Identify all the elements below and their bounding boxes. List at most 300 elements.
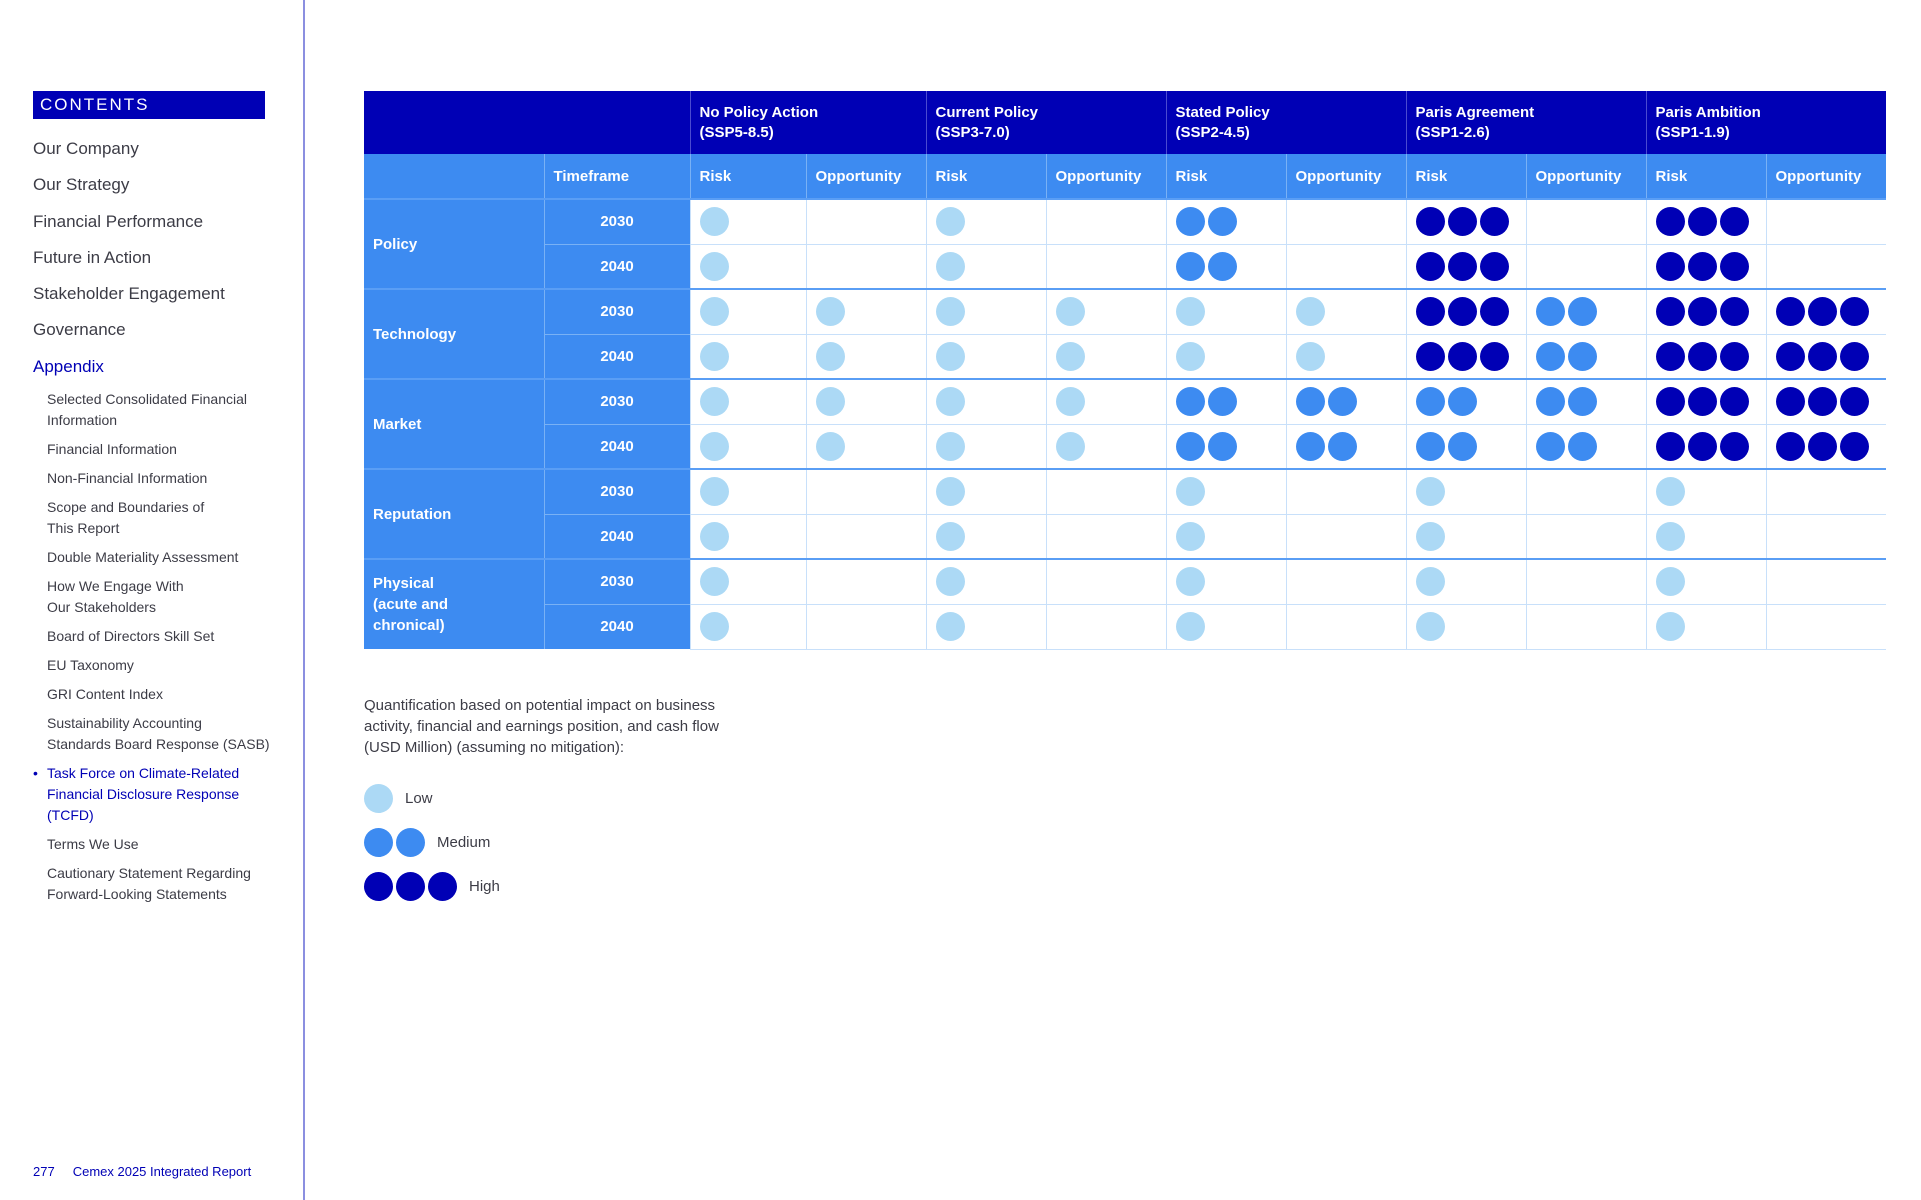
impact-dot-low bbox=[936, 387, 965, 416]
impact-cell bbox=[1166, 289, 1286, 334]
scenario-header-line: Stated Policy bbox=[1175, 103, 1270, 121]
impact-cell bbox=[1166, 559, 1286, 604]
scenario-header-line: Paris Ambition bbox=[1655, 103, 1761, 121]
risk-header: Risk bbox=[1406, 154, 1526, 199]
impact-dot-high bbox=[1776, 432, 1805, 461]
impact-cell bbox=[1766, 199, 1886, 244]
impact-cell bbox=[1646, 289, 1766, 334]
impact-dot-med bbox=[1568, 297, 1597, 326]
impact-cell bbox=[806, 604, 926, 649]
impact-dot-high bbox=[1480, 342, 1509, 371]
impact-dot-high bbox=[1720, 252, 1749, 281]
category-label bbox=[364, 199, 544, 289]
impact-cell bbox=[1166, 424, 1286, 469]
impact-cell bbox=[1406, 559, 1526, 604]
legend-item-medium bbox=[364, 826, 500, 858]
impact-cell bbox=[926, 424, 1046, 469]
category-label-line: Policy bbox=[373, 235, 418, 253]
table-row bbox=[364, 469, 1886, 514]
timeframe-year: 2040 bbox=[544, 514, 690, 559]
impact-cell bbox=[926, 604, 1046, 649]
timeframe-year: 2030 bbox=[544, 289, 690, 334]
impact-cell bbox=[926, 199, 1046, 244]
impact-dot-low bbox=[700, 207, 729, 236]
subnav-item[interactable] bbox=[47, 468, 297, 489]
impact-dot-med bbox=[1208, 252, 1237, 281]
impact-dot-high bbox=[1688, 207, 1717, 236]
subnav-item-line: Task Force on Climate-Related bbox=[47, 765, 240, 781]
opportunity-header: Opportunity bbox=[1286, 154, 1406, 199]
impact-dot-low bbox=[936, 612, 965, 641]
impact-dot-low bbox=[1656, 612, 1685, 641]
impact-dot-low bbox=[1296, 297, 1325, 326]
sidebar-divider bbox=[303, 0, 305, 1200]
impact-cell bbox=[1166, 604, 1286, 649]
impact-cell bbox=[690, 559, 806, 604]
impact-cell bbox=[1166, 199, 1286, 244]
subnav-item-line: Cautionary Statement Regarding bbox=[47, 865, 251, 881]
impact-cell bbox=[1286, 604, 1406, 649]
impact-dot-high bbox=[1656, 297, 1685, 326]
impact-dot-low bbox=[936, 297, 965, 326]
impact-dot-med bbox=[1208, 207, 1237, 236]
subnav-item-line: Terms We Use bbox=[47, 836, 139, 852]
risk-header: Risk bbox=[1166, 154, 1286, 199]
impact-dot-high bbox=[1480, 252, 1509, 281]
impact-cell bbox=[1046, 604, 1166, 649]
impact-dot-high bbox=[1720, 207, 1749, 236]
category-label-line: chronical) bbox=[373, 617, 445, 634]
table-row bbox=[364, 559, 1886, 604]
impact-cell bbox=[926, 379, 1046, 424]
subnav-item[interactable] bbox=[47, 547, 297, 568]
impact-cell bbox=[1766, 289, 1886, 334]
impact-dot-high bbox=[1656, 207, 1685, 236]
impact-cell bbox=[1406, 334, 1526, 379]
impact-cell bbox=[1166, 244, 1286, 289]
scenario-header-line: No Policy Action bbox=[699, 103, 819, 121]
note-line: activity, financial and earnings position, and cash flow bbox=[364, 718, 719, 735]
report-title: Cemex 2025 Integrated Report bbox=[72, 1164, 252, 1179]
impact-dot-med bbox=[396, 828, 425, 857]
opportunity-header: Opportunity bbox=[1526, 154, 1646, 199]
scenario-header bbox=[1166, 91, 1406, 154]
impact-cell bbox=[690, 334, 806, 379]
page-number: 277 bbox=[33, 1164, 55, 1179]
impact-cell bbox=[1526, 514, 1646, 559]
impact-cell bbox=[1526, 244, 1646, 289]
impact-dot-high bbox=[1808, 297, 1837, 326]
impact-cell bbox=[926, 334, 1046, 379]
impact-dot-med bbox=[1328, 432, 1357, 461]
subnav-item-line: GRI Content Index bbox=[47, 686, 163, 702]
impact-cell bbox=[926, 469, 1046, 514]
subnav-item-line: Sustainability Accounting bbox=[47, 715, 202, 731]
impact-cell bbox=[1166, 379, 1286, 424]
scenario-header-line: (SSP2-4.5) bbox=[1175, 123, 1250, 141]
impact-dot-high bbox=[1448, 342, 1477, 371]
impact-cell bbox=[690, 199, 806, 244]
impact-cell bbox=[1406, 469, 1526, 514]
legend-label: Low bbox=[405, 789, 433, 807]
impact-dot-high bbox=[1776, 342, 1805, 371]
note-line: Quantification based on potential impact on business bbox=[364, 697, 716, 714]
impact-dot-med bbox=[1176, 207, 1205, 236]
impact-dot-low bbox=[936, 432, 965, 461]
impact-cell bbox=[1046, 424, 1166, 469]
impact-dot-low bbox=[816, 432, 845, 461]
impact-cell bbox=[1406, 604, 1526, 649]
impact-dot-low bbox=[816, 342, 845, 371]
impact-dot-med bbox=[1296, 387, 1325, 416]
impact-cell bbox=[1766, 559, 1886, 604]
subnav-item[interactable] bbox=[47, 389, 297, 431]
legend-item-high bbox=[364, 870, 500, 902]
impact-cell bbox=[1286, 469, 1406, 514]
impact-cell bbox=[1046, 289, 1166, 334]
impact-dot-low bbox=[1176, 342, 1205, 371]
impact-dot-high bbox=[1416, 207, 1445, 236]
impact-dot-med bbox=[1568, 342, 1597, 371]
impact-dot-low bbox=[1416, 477, 1445, 506]
impact-cell bbox=[690, 469, 806, 514]
legend-item-low bbox=[364, 782, 500, 814]
impact-cell bbox=[1286, 199, 1406, 244]
impact-dot-low bbox=[1656, 567, 1685, 596]
impact-dot-high bbox=[1656, 387, 1685, 416]
impact-dot-high bbox=[1656, 252, 1685, 281]
impact-cell bbox=[1766, 469, 1886, 514]
impact-dot-low bbox=[1656, 522, 1685, 551]
impact-dot-med bbox=[1416, 387, 1445, 416]
impact-dot-low bbox=[364, 784, 393, 813]
opportunity-header: Opportunity bbox=[806, 154, 926, 199]
impact-dot-low bbox=[1056, 432, 1085, 461]
impact-dot-med bbox=[1176, 252, 1205, 281]
impact-dot-low bbox=[816, 387, 845, 416]
impact-cell bbox=[690, 424, 806, 469]
legend-label: Medium bbox=[437, 833, 491, 851]
impact-dot-high bbox=[1656, 342, 1685, 371]
impact-dot-high bbox=[1688, 387, 1717, 416]
subnav-item-line: Information bbox=[47, 412, 118, 428]
timeframe-year: 2040 bbox=[544, 334, 690, 379]
legend-label: High bbox=[469, 877, 500, 895]
impact-dot-low bbox=[936, 567, 965, 596]
table-row bbox=[364, 244, 1886, 289]
timeframe-year: 2030 bbox=[544, 559, 690, 604]
table-row bbox=[364, 514, 1886, 559]
scenario-header-line: (SSP5-8.5) bbox=[699, 123, 774, 141]
subnav-item[interactable] bbox=[47, 684, 297, 705]
nav-item-stakeholder-engagement[interactable]: Stakeholder Engagement bbox=[33, 284, 225, 304]
impact-dot-low bbox=[700, 612, 729, 641]
sidebar bbox=[0, 0, 303, 1200]
impact-dot-low bbox=[1176, 612, 1205, 641]
impact-dot-high bbox=[1840, 432, 1869, 461]
impact-cell bbox=[1526, 559, 1646, 604]
subnav-item-line: Board of Directors Skill Set bbox=[47, 628, 215, 644]
impact-cell bbox=[1646, 199, 1766, 244]
footer bbox=[33, 1164, 251, 1179]
impact-dot-low bbox=[936, 252, 965, 281]
impact-dot-med bbox=[364, 828, 393, 857]
impact-dot-high bbox=[364, 872, 393, 901]
nav-item-our-company[interactable]: Our Company bbox=[33, 139, 139, 158]
table-body bbox=[364, 199, 1886, 649]
impact-dot-low bbox=[700, 297, 729, 326]
subnav-item[interactable] bbox=[47, 713, 297, 755]
nav-sub bbox=[33, 389, 297, 905]
scenario-header-line: Current Policy bbox=[935, 103, 1039, 121]
impact-dot-high bbox=[1688, 297, 1717, 326]
category-label-line: (acute and bbox=[373, 596, 449, 613]
impact-cell bbox=[1286, 514, 1406, 559]
impact-dot-high bbox=[1840, 342, 1869, 371]
table-row bbox=[364, 424, 1886, 469]
impact-dot-high bbox=[1808, 342, 1837, 371]
subnav-item-line: Scope and Boundaries of bbox=[47, 499, 205, 515]
timeframe-year: 2040 bbox=[544, 604, 690, 649]
impact-dot-low bbox=[1656, 477, 1685, 506]
nav-item-governance[interactable]: Governance bbox=[33, 320, 126, 340]
impact-cell bbox=[1406, 244, 1526, 289]
timeframe-year: 2030 bbox=[544, 199, 690, 244]
scenario-header bbox=[1646, 91, 1886, 154]
impact-cell bbox=[1646, 379, 1766, 424]
impact-cell bbox=[1646, 244, 1766, 289]
impact-cell bbox=[806, 244, 926, 289]
scenario-header-line: (SSP3-7.0) bbox=[935, 123, 1010, 141]
legend bbox=[364, 782, 500, 914]
impact-cell bbox=[1646, 514, 1766, 559]
category-label bbox=[364, 289, 544, 379]
impact-cell bbox=[1646, 559, 1766, 604]
impact-dot-low bbox=[936, 342, 965, 371]
impact-dot-med bbox=[1536, 342, 1565, 371]
impact-dot-low bbox=[1296, 342, 1325, 371]
impact-cell bbox=[690, 379, 806, 424]
impact-dot-med bbox=[1536, 387, 1565, 416]
category-label-line: Physical bbox=[373, 575, 434, 592]
impact-cell bbox=[1646, 424, 1766, 469]
impact-dot-high bbox=[1416, 252, 1445, 281]
subnav-item[interactable] bbox=[47, 576, 297, 618]
impact-dot-low bbox=[1056, 387, 1085, 416]
risk-header: Risk bbox=[1646, 154, 1766, 199]
impact-cell bbox=[806, 559, 926, 604]
impact-dot-low bbox=[700, 342, 729, 371]
impact-cell bbox=[1046, 379, 1166, 424]
impact-cell bbox=[1526, 199, 1646, 244]
impact-cell bbox=[1526, 469, 1646, 514]
impact-cell bbox=[806, 469, 926, 514]
scenario-header-line: (SSP1-2.6) bbox=[1415, 123, 1490, 141]
timeframe-year: 2030 bbox=[544, 469, 690, 514]
subnav-item-line: Selected Consolidated Financial bbox=[47, 391, 248, 407]
impact-dot-med bbox=[1536, 297, 1565, 326]
impact-cell bbox=[1646, 604, 1766, 649]
impact-cell bbox=[806, 289, 926, 334]
impact-cell bbox=[1766, 514, 1886, 559]
risk-header: Risk bbox=[690, 154, 806, 199]
impact-cell bbox=[806, 424, 926, 469]
impact-dot-high bbox=[1808, 387, 1837, 416]
impact-cell bbox=[1646, 334, 1766, 379]
opportunity-header: Opportunity bbox=[1046, 154, 1166, 199]
impact-cell bbox=[1766, 379, 1886, 424]
impact-cell bbox=[1406, 199, 1526, 244]
impact-dot-low bbox=[1416, 612, 1445, 641]
impact-dot-low bbox=[936, 207, 965, 236]
contents-label: CONTENTS bbox=[33, 91, 265, 119]
impact-dot-high bbox=[1448, 207, 1477, 236]
category-label-line: Reputation bbox=[373, 505, 452, 523]
impact-dot-low bbox=[1416, 567, 1445, 596]
category-label bbox=[364, 469, 544, 559]
impact-cell bbox=[1286, 424, 1406, 469]
impact-cell bbox=[926, 289, 1046, 334]
impact-cell bbox=[1046, 244, 1166, 289]
impact-dot-low bbox=[1056, 342, 1085, 371]
scenario-header-line: (SSP1-1.9) bbox=[1655, 123, 1730, 141]
impact-dot-med bbox=[1176, 387, 1205, 416]
impact-cell bbox=[806, 514, 926, 559]
category-label-line: Market bbox=[373, 415, 422, 433]
impact-dot-low bbox=[700, 387, 729, 416]
impact-dot-low bbox=[700, 477, 729, 506]
impact-cell bbox=[926, 559, 1046, 604]
tcfd-scenario-table bbox=[364, 91, 1886, 650]
impact-cell bbox=[1286, 559, 1406, 604]
subnav-item-line: Standards Board Response (SASB) bbox=[47, 736, 270, 752]
impact-dot-low bbox=[936, 522, 965, 551]
impact-cell bbox=[1526, 289, 1646, 334]
subnav-item[interactable] bbox=[33, 763, 297, 826]
impact-dot-low bbox=[1416, 522, 1445, 551]
subnav-item-line: Our Stakeholders bbox=[47, 599, 156, 615]
opportunity-header: Opportunity bbox=[1766, 154, 1886, 199]
impact-dot-low bbox=[1176, 522, 1205, 551]
table-row bbox=[364, 289, 1886, 334]
impact-cell bbox=[1766, 334, 1886, 379]
nav-item-our-strategy[interactable]: Our Strategy bbox=[33, 175, 130, 195]
impact-dot-high bbox=[1840, 297, 1869, 326]
subnav-item[interactable] bbox=[47, 497, 297, 539]
impact-dot-low bbox=[1056, 297, 1085, 326]
quantification-note bbox=[364, 695, 784, 758]
subnav-item-line: Double Materiality Assessment bbox=[47, 549, 239, 565]
scenario-header bbox=[926, 91, 1166, 154]
impact-cell bbox=[1526, 604, 1646, 649]
subnav-item[interactable] bbox=[47, 655, 297, 676]
impact-dot-high bbox=[1776, 297, 1805, 326]
subnav-item-line: (TCFD) bbox=[47, 807, 94, 823]
impact-cell bbox=[1286, 289, 1406, 334]
impact-dot-high bbox=[428, 872, 457, 901]
impact-dot-low bbox=[936, 477, 965, 506]
impact-dot-med bbox=[1416, 432, 1445, 461]
impact-dot-low bbox=[816, 297, 845, 326]
nav-main bbox=[33, 136, 225, 390]
subnav-item[interactable] bbox=[47, 834, 297, 855]
timeframe-year: 2040 bbox=[544, 424, 690, 469]
subnav-item-line: EU Taxonomy bbox=[47, 657, 134, 673]
header-corner bbox=[364, 91, 690, 154]
impact-dot-low bbox=[700, 252, 729, 281]
impact-dot-med bbox=[1176, 432, 1205, 461]
impact-dot-high bbox=[1720, 342, 1749, 371]
impact-dot-high bbox=[1448, 252, 1477, 281]
impact-dot-med bbox=[1448, 387, 1477, 416]
impact-cell bbox=[1286, 244, 1406, 289]
impact-cell bbox=[1646, 469, 1766, 514]
impact-dot-med bbox=[1568, 432, 1597, 461]
category-label bbox=[364, 379, 544, 469]
risk-header: Risk bbox=[926, 154, 1046, 199]
impact-cell bbox=[1166, 469, 1286, 514]
impact-dot-high bbox=[1656, 432, 1685, 461]
subnav-item[interactable] bbox=[47, 863, 297, 905]
impact-dot-med bbox=[1448, 432, 1477, 461]
impact-cell bbox=[1046, 334, 1166, 379]
nav-item-financial-performance[interactable]: Financial Performance bbox=[33, 211, 204, 231]
impact-dot-high bbox=[1416, 297, 1445, 326]
subnav-item-line: Financial Information bbox=[47, 441, 177, 457]
scenario-header-line: Paris Agreement bbox=[1415, 103, 1535, 121]
impact-dot-high bbox=[1688, 252, 1717, 281]
impact-cell bbox=[926, 514, 1046, 559]
impact-dot-med bbox=[1568, 387, 1597, 416]
impact-dot-high bbox=[1416, 342, 1445, 371]
impact-dot-low bbox=[700, 432, 729, 461]
impact-cell bbox=[1406, 379, 1526, 424]
impact-cell bbox=[1766, 424, 1886, 469]
subnav-item[interactable] bbox=[47, 626, 297, 647]
scenario-header bbox=[690, 91, 926, 154]
category-label bbox=[364, 559, 544, 649]
impact-cell bbox=[1046, 199, 1166, 244]
impact-cell bbox=[690, 514, 806, 559]
impact-cell bbox=[1046, 559, 1166, 604]
impact-cell bbox=[1766, 244, 1886, 289]
subnav-item-line: How We Engage With bbox=[47, 578, 184, 594]
table-row bbox=[364, 199, 1886, 244]
subnav-item-line: Forward-Looking Statements bbox=[47, 886, 227, 902]
timeframe-header: Timeframe bbox=[544, 154, 690, 199]
subnav-item-line: Financial Disclosure Response bbox=[47, 786, 240, 802]
nav-item-future-in-action[interactable]: Future in Action bbox=[33, 247, 152, 267]
impact-dot-high bbox=[1688, 342, 1717, 371]
impact-dot-high bbox=[1808, 432, 1837, 461]
subnav-item[interactable] bbox=[47, 439, 297, 460]
impact-cell bbox=[1286, 334, 1406, 379]
nav-item-appendix[interactable]: Appendix bbox=[33, 356, 104, 376]
table-row bbox=[364, 334, 1886, 379]
impact-dot-low bbox=[1176, 477, 1205, 506]
impact-dot-low bbox=[700, 522, 729, 551]
impact-cell bbox=[1526, 334, 1646, 379]
impact-cell bbox=[690, 244, 806, 289]
impact-cell bbox=[1046, 469, 1166, 514]
impact-dot-high bbox=[1480, 297, 1509, 326]
impact-cell bbox=[1406, 514, 1526, 559]
impact-dot-low bbox=[1176, 297, 1205, 326]
category-label-line: Technology bbox=[373, 325, 457, 343]
impact-cell bbox=[1286, 379, 1406, 424]
impact-dot-med bbox=[1208, 432, 1237, 461]
impact-dot-low bbox=[700, 567, 729, 596]
